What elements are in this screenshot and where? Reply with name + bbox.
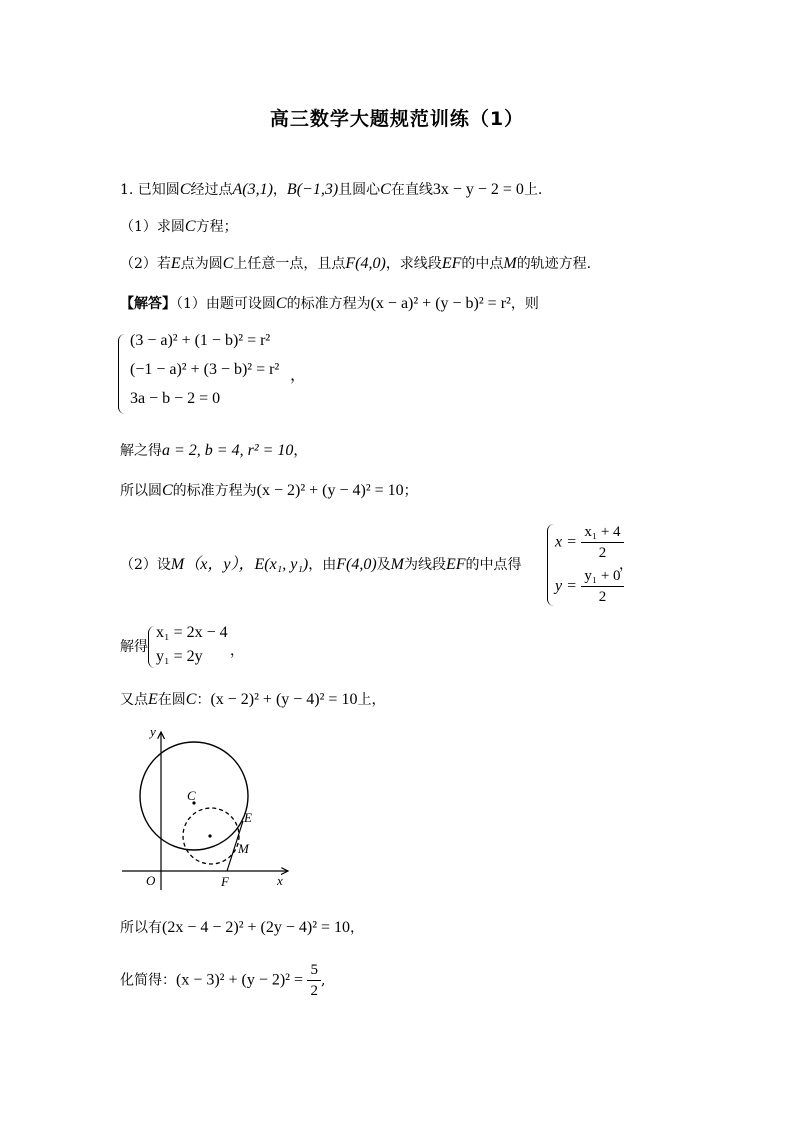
p2-and: 及 <box>376 557 391 573</box>
simp-lead: 化简得： <box>120 972 176 989</box>
simp-num: 5 <box>307 960 321 981</box>
part2-t4: 的中点 <box>461 256 504 272</box>
p2-m2: M <box>390 556 404 573</box>
std-equation: (x − 2)² + (y − 4)² = 10 <box>256 482 404 499</box>
part2-label: （2）若 <box>120 256 171 272</box>
p2-lead: （2）设 <box>120 557 171 573</box>
on-lead: 又点 <box>120 692 148 708</box>
solve2-y: y₁ = 2y <box>156 648 203 665</box>
p2-e: E(x₁, y₁) <box>254 556 309 573</box>
label-x: x <box>277 873 283 888</box>
label-y: y <box>150 724 156 739</box>
s1-b: 的标准方程为 <box>286 296 371 312</box>
have-equation: (2x − 4 − 2)² + (2y − 4)² = 10 <box>162 919 351 936</box>
part1-label: （1）求圆 <box>120 219 185 235</box>
mid-y-num: y₁ + 0 <box>581 566 623 587</box>
std-lead: 所以圆 <box>120 483 162 499</box>
p2-end: 的中点得 <box>465 557 522 573</box>
part1-question <box>120 217 238 237</box>
problem-end: 上. <box>523 182 543 198</box>
solve2-tail: ， <box>230 644 244 659</box>
solve-line <box>120 441 307 461</box>
solve-values: a = 2, b = 4, r² = 10 <box>162 442 294 459</box>
part2-question <box>120 254 591 274</box>
part2-f: F(4,0) <box>345 255 386 272</box>
solution-tag: 【解答】 <box>120 296 176 312</box>
system1-row-3: 3a − b − 2 = 0 <box>130 390 221 407</box>
problem-lead: 1. 已知圆 <box>120 182 180 198</box>
part2-c: C <box>222 255 234 272</box>
simplified-line <box>120 960 325 1001</box>
part2-t1: 点为圆 <box>180 256 223 272</box>
point-on-circle-line <box>120 690 385 710</box>
solve2-x: x₁ = 2x − 4 <box>156 624 228 641</box>
center-text: 且圆心 <box>338 182 381 198</box>
std-end: ； <box>403 483 418 499</box>
circle-name: C <box>179 181 191 198</box>
mid-y-den: 2 <box>598 589 607 605</box>
label-f: F <box>221 874 229 889</box>
problem-statement <box>120 180 542 200</box>
s1-c: C <box>275 295 287 312</box>
brace-midpoint <box>547 524 555 606</box>
solution-intro <box>120 294 539 314</box>
line-equation: 3x − y − 2 = 0 <box>432 181 524 198</box>
on-c: C <box>185 691 197 708</box>
have-lead: 所以有 <box>120 920 162 936</box>
std-mid: 的标准方程为 <box>172 483 257 499</box>
mid-y-row <box>555 566 624 607</box>
passes-text: 经过点 <box>190 182 233 198</box>
simp-fraction <box>307 960 321 1001</box>
std-c: C <box>162 482 173 499</box>
mid-x-den: 2 <box>598 545 607 561</box>
part1-rest: 方程； <box>195 219 238 235</box>
part2-ef: EF <box>441 255 462 272</box>
label-o: O <box>146 873 156 888</box>
brace-solve2 <box>148 626 156 668</box>
standard-equation-line <box>120 481 418 501</box>
part2-m: M <box>503 255 517 272</box>
on-e: E <box>148 691 158 708</box>
on-mid: 在圆 <box>157 692 186 708</box>
brace-left <box>118 334 126 414</box>
point-b: B(−1,3) <box>286 181 339 198</box>
circle-name-2: C <box>380 181 391 198</box>
part1-c: C <box>184 218 196 235</box>
circle-figure <box>118 722 298 892</box>
label-e: E <box>244 810 252 825</box>
p2-m: M（x，y）， <box>170 556 255 573</box>
label-m: M <box>238 841 249 856</box>
solve-lead: 解之得 <box>120 443 162 459</box>
system1-tail: ， <box>290 367 307 384</box>
mid-y-fraction <box>581 566 623 607</box>
p2-mid: ，由 <box>308 557 337 573</box>
mid-x-num: x₁ + 4 <box>581 522 623 543</box>
mid-tail: ， <box>619 558 633 573</box>
mid-x-fraction <box>581 522 623 563</box>
sep: ， <box>272 182 287 198</box>
p2-f: F(4,0) <box>336 556 377 573</box>
system1-row-1: (3 − a)² + (1 − b)² = r² <box>130 332 271 349</box>
on-colon: ： <box>196 692 211 708</box>
simp-den: 2 <box>310 983 318 999</box>
s1-a: （1）由题可设圆 <box>176 296 276 312</box>
p2-ef: EF <box>446 556 466 573</box>
system1-row-2: (−1 − a)² + (3 − b)² = r² <box>130 361 280 378</box>
page-title: 高三数学大题规范训练（1） <box>269 108 525 130</box>
solve2-lead: 解得 <box>120 639 148 655</box>
on-equation: (x − 2)² + (y − 4)² = 10 <box>210 691 358 708</box>
point-a: A(3,1) <box>232 181 273 198</box>
simp-end: , <box>320 972 326 989</box>
label-c: C <box>187 788 196 803</box>
solve-tail: ， <box>293 443 308 459</box>
part2-e: E <box>170 255 181 272</box>
part2-t3: ，求线段 <box>385 256 442 272</box>
part2-t2: 上任意一点，且点 <box>233 256 346 272</box>
on-line-text: 在直线 <box>390 182 433 198</box>
part2-setup <box>120 555 522 575</box>
p2-seg: 为线段 <box>404 557 446 573</box>
mid-x-row <box>555 522 624 563</box>
substitution-line <box>120 918 364 938</box>
on-end: 上， <box>357 692 386 708</box>
s1-equation: (x − a)² + (y − b)² = r² <box>370 295 511 312</box>
center-locus-dot <box>208 834 211 837</box>
part2-t5: 的轨迹方程. <box>516 256 592 272</box>
simp-equation: (x − 3)² + (y − 2)² = <box>176 971 303 989</box>
have-end: ， <box>350 920 365 936</box>
mid-x-lhs: x = <box>555 533 577 551</box>
mid-y-lhs: y = <box>555 577 577 595</box>
s1-end: ，则 <box>510 296 539 312</box>
